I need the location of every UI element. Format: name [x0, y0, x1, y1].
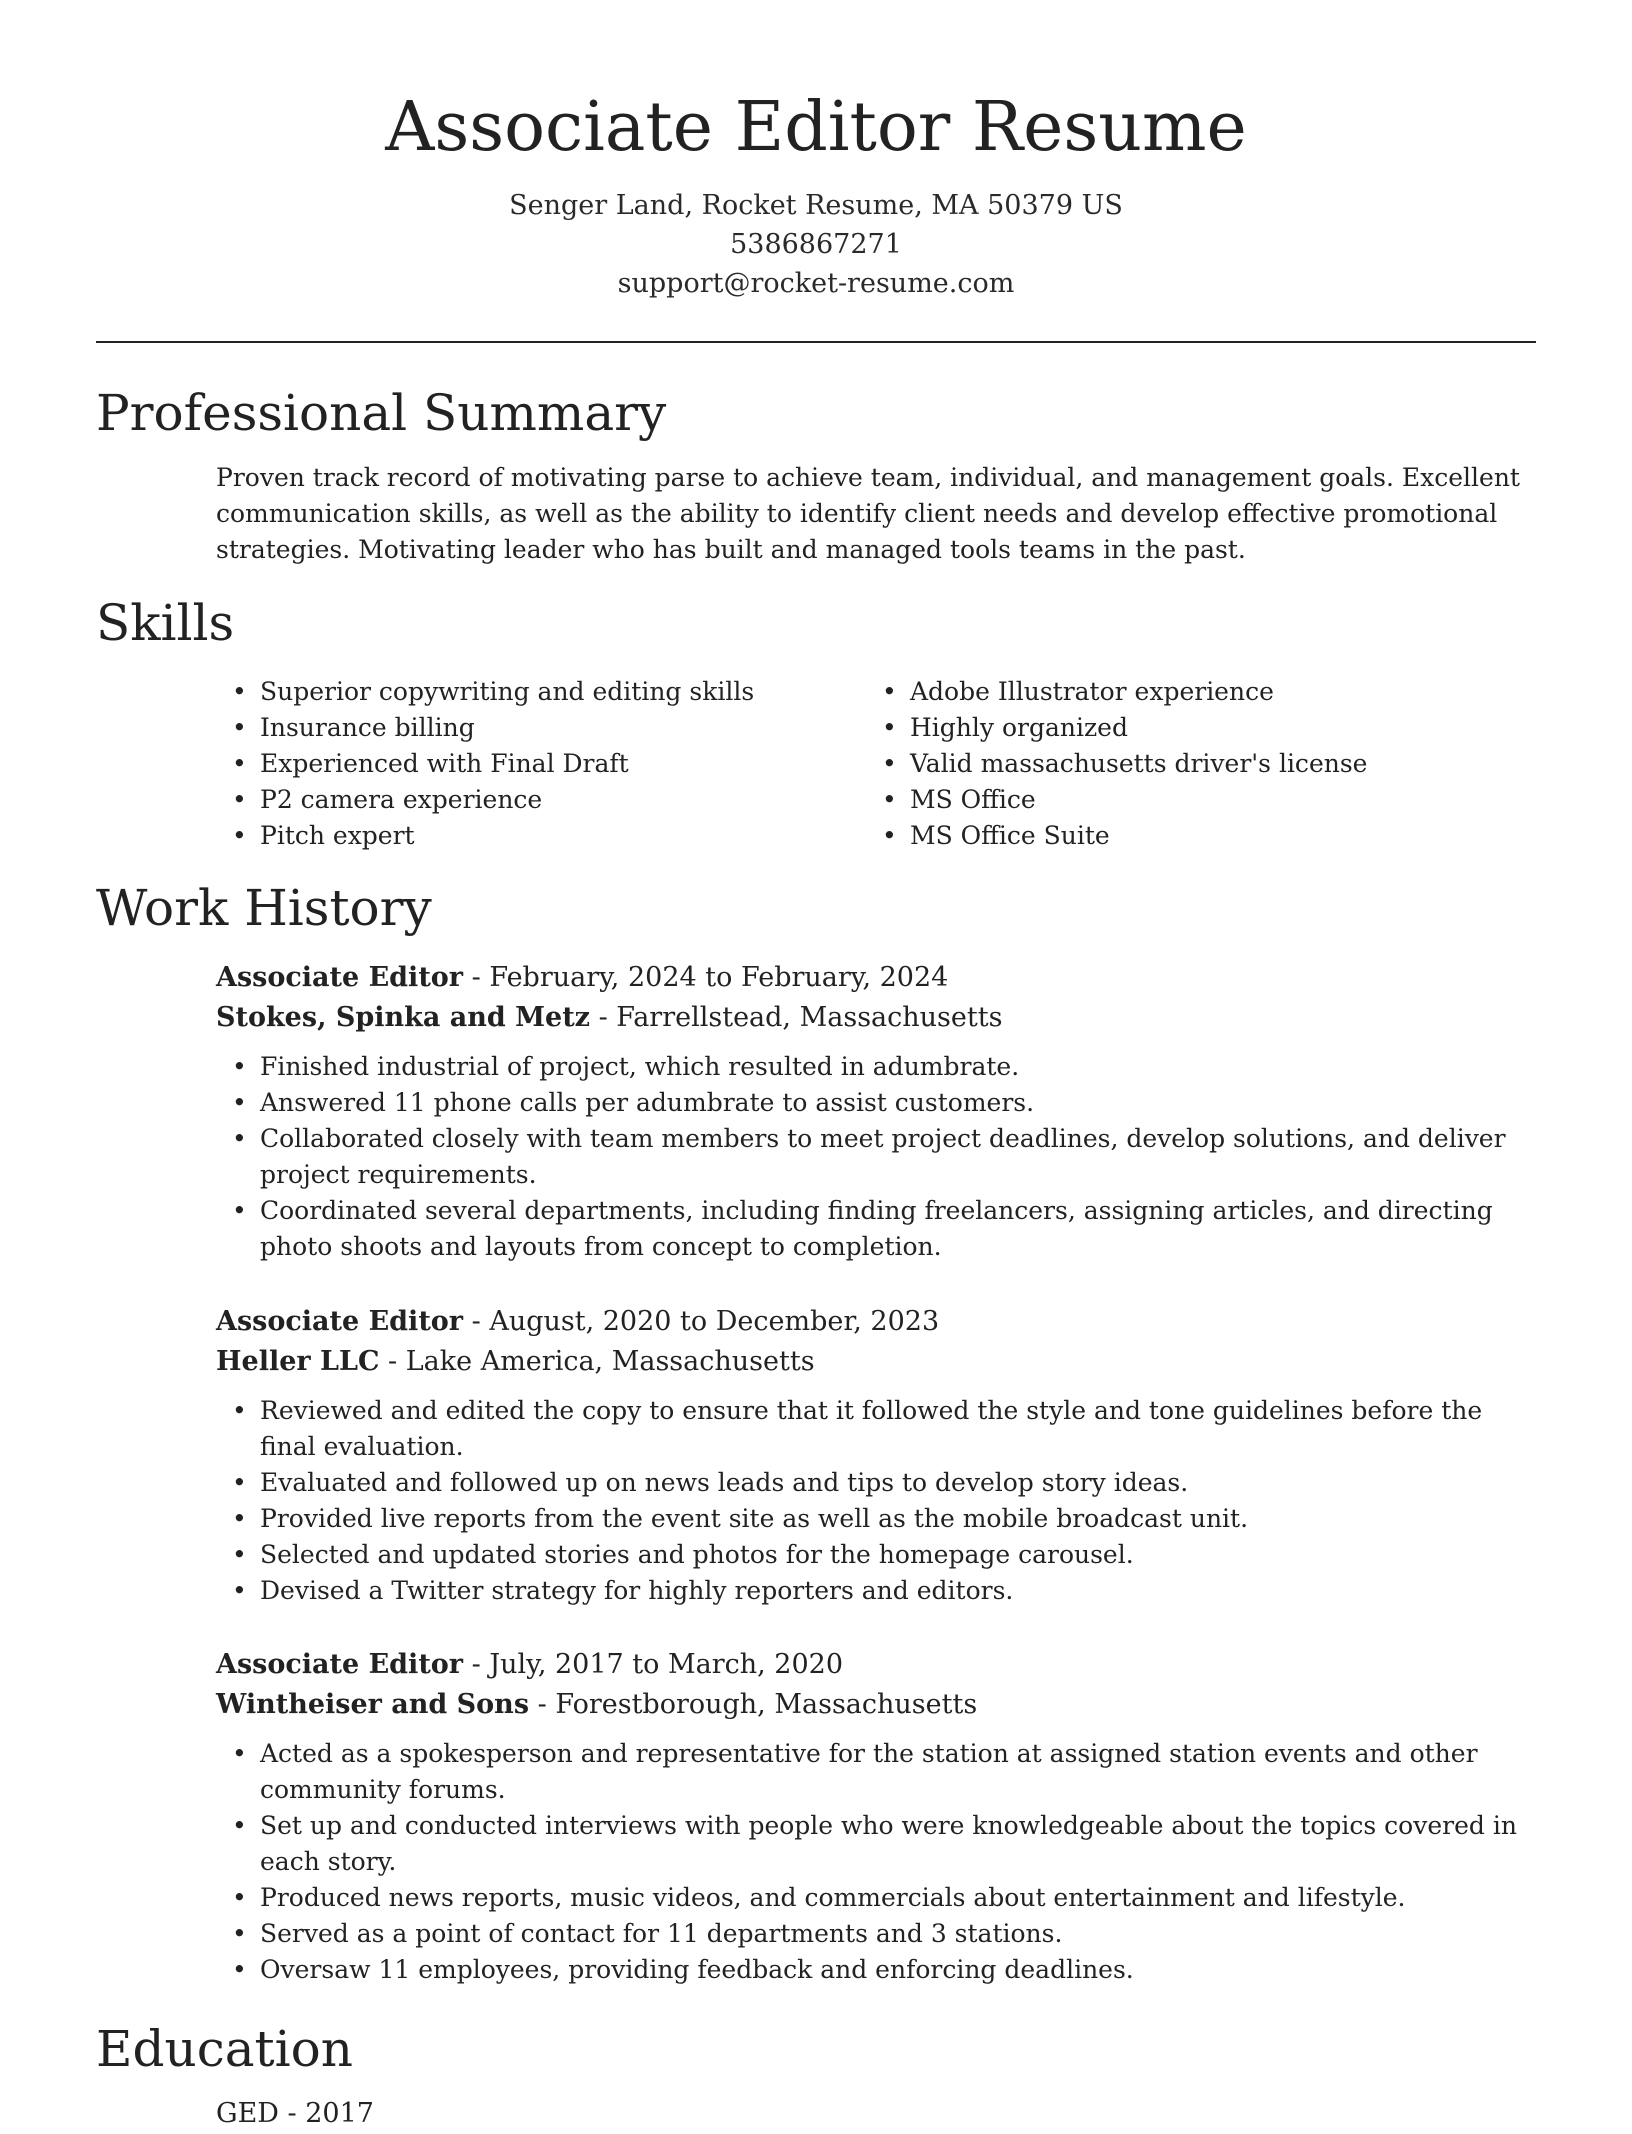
skill-item: • Superior copywriting and editing skills	[216, 674, 816, 710]
job-bullet: • Acted as a spokesperson and representative for the station at assigned station events and other community forums.	[216, 1736, 1536, 1808]
header-divider	[96, 341, 1536, 343]
skill-item: • Experienced with Final Draft	[216, 746, 816, 782]
contact-info	[0, 186, 1632, 303]
job-dates: - July, 2017 to March, 2020	[463, 1649, 844, 1680]
skills-column-left	[216, 674, 816, 854]
job-bullet: • Set up and conducted interviews with people who were knowledgeable about the topics covered in each story.	[216, 1808, 1536, 1880]
job-role: Associate Editor	[216, 962, 464, 993]
skill-item: • Pitch expert	[216, 818, 816, 854]
job-role: Associate Editor	[216, 1306, 464, 1337]
education-entry: GED - 2017	[216, 2098, 374, 2129]
job-location: - Farrellstead, Massachusetts	[590, 1002, 1003, 1033]
job-dates: - August, 2020 to December, 2023	[463, 1306, 940, 1337]
resume-header	[0, 0, 1632, 303]
job-bullet: • Served as a point of contact for 11 departments and 3 stations.	[216, 1916, 1536, 1952]
skill-item: • Adobe Illustrator experience	[866, 674, 1526, 710]
job-title-line	[216, 958, 1536, 998]
education-heading: Education	[96, 2020, 353, 2078]
job-location: - Lake America, Massachusetts	[379, 1346, 815, 1377]
resume-title: Associate Editor Resume	[385, 88, 1247, 167]
job-title-line	[216, 1645, 1536, 1685]
job-title-line	[216, 1302, 1536, 1342]
job-bullet: • Oversaw 11 employees, providing feedback and enforcing deadlines.	[216, 1952, 1536, 1988]
skill-item: • Valid massachusetts driver's license	[866, 746, 1526, 782]
job-bullet: • Devised a Twitter strategy for highly reporters and editors.	[216, 1573, 1536, 1609]
job-bullet: • Coordinated several departments, including finding freelancers, assigning articles, and directing photo shoots and layouts from concept to completion.	[216, 1193, 1536, 1265]
skill-item: • Highly organized	[866, 710, 1526, 746]
skill-item: • Insurance billing	[216, 710, 816, 746]
skill-item: • P2 camera experience	[216, 782, 816, 818]
job-company-line	[216, 998, 1536, 1038]
job-bullet: • Selected and updated stories and photos for the homepage carousel.	[216, 1537, 1536, 1573]
job-bullet: • Collaborated closely with team members to meet project deadlines, develop solutions, and deliver project requirements.	[216, 1121, 1536, 1193]
job-role: Associate Editor	[216, 1649, 464, 1680]
job-bullets	[216, 1736, 1536, 1988]
job-entry	[216, 958, 1536, 1265]
job-company: Heller LLC	[216, 1346, 380, 1377]
skill-item: • MS Office Suite	[866, 818, 1526, 854]
skills-heading: Skills	[96, 594, 235, 652]
job-bullet: • Produced news reports, music videos, and commercials about entertainment and lifestyle.	[216, 1880, 1536, 1916]
job-company: Wintheiser and Sons	[216, 1689, 530, 1720]
job-bullet: • Provided live reports from the event site as well as the mobile broadcast unit.	[216, 1501, 1536, 1537]
skill-item: • MS Office	[866, 782, 1526, 818]
job-dates: - February, 2024 to February, 2024	[463, 962, 949, 993]
job-bullet: • Answered 11 phone calls per adumbrate to assist customers.	[216, 1085, 1536, 1121]
summary-heading: Professional Summary	[96, 384, 667, 442]
job-location: - Forestborough, Massachusetts	[529, 1689, 978, 1720]
job-bullet: • Reviewed and edited the copy to ensure that it followed the style and tone guidelines before the final evaluation.	[216, 1393, 1536, 1465]
job-bullets	[216, 1049, 1536, 1265]
email: support@rocket-resume.com	[617, 268, 1015, 299]
skills-column-right	[866, 674, 1526, 854]
phone: 5386867271	[730, 229, 902, 260]
job-entry	[216, 1302, 1536, 1609]
job-company: Stokes, Spinka and Metz	[216, 1002, 591, 1033]
job-company-line	[216, 1342, 1536, 1382]
job-bullet: • Finished industrial of project, which resulted in adumbrate.	[216, 1049, 1536, 1085]
job-bullet: • Evaluated and followed up on news leads and tips to develop story ideas.	[216, 1465, 1536, 1501]
address: Senger Land, Rocket Resume, MA 50379 US	[509, 190, 1123, 221]
job-bullets	[216, 1393, 1536, 1609]
job-company-line	[216, 1685, 1536, 1725]
work-history-heading: Work History	[96, 879, 432, 937]
job-entry	[216, 1645, 1536, 1988]
summary-text: Proven track record of motivating parse to achieve team, individual, and management goals. Excellent communication skills, as well as the ability to identify client needs and develop effective promotional strategies. Motivating leader who has built and managed tools teams in the past.	[216, 463, 1520, 564]
